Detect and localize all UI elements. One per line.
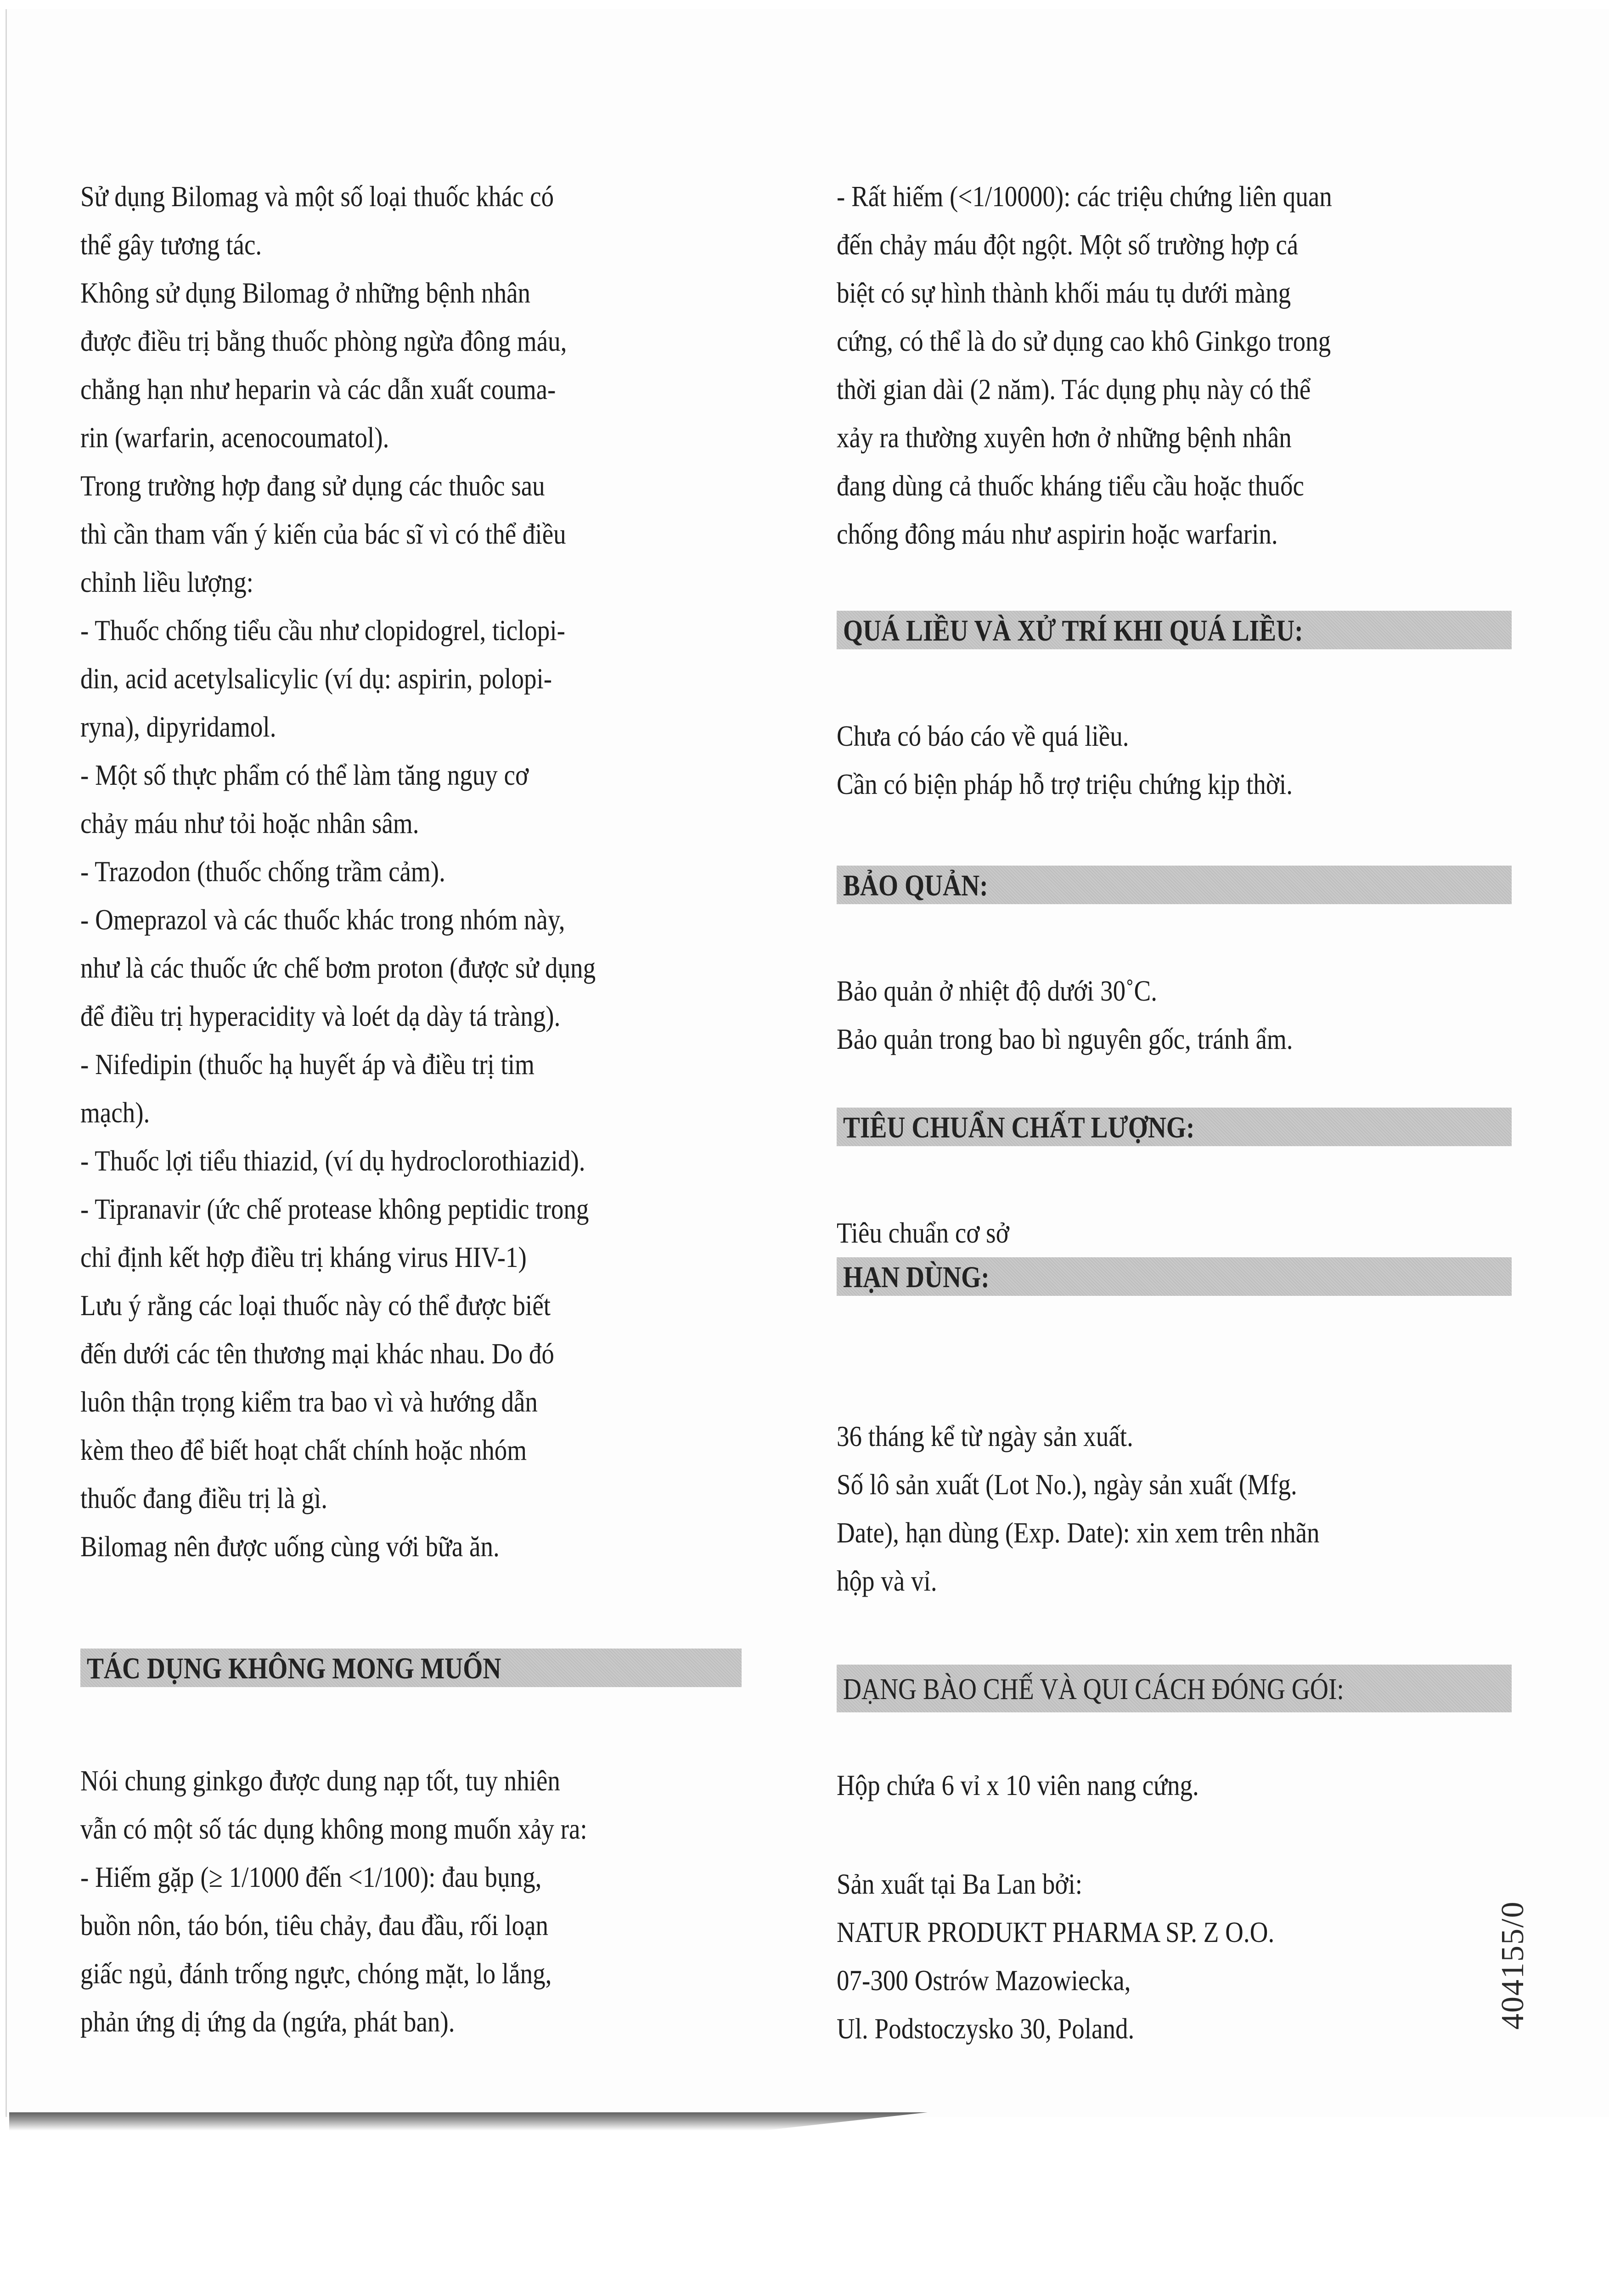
text-line: vẫn có một số tác dụng không mong muốn xảy ra: xyxy=(80,1812,587,1845)
text-line: rin (warfarin, acenocoumatol). xyxy=(80,421,389,454)
text-line: ryna), dipyridamol. xyxy=(80,710,276,743)
text-line: - Thuốc chống tiểu cầu như clopidogrel, ticlopi- xyxy=(80,614,565,647)
section-heading-band xyxy=(837,1665,1512,1712)
text-line: Cần có biện pháp hỗ trợ triệu chứng kịp thời. xyxy=(837,768,1293,800)
text-line: như là các thuốc ức chế bơm proton (được sử dụng xyxy=(80,951,596,984)
text-line: cứng, có thể là do sử dụng cao khô Ginkgo trong xyxy=(837,325,1331,357)
text-line: Số lô sản xuất (Lot No.), ngày sản xuất (Mfg. xyxy=(837,1468,1297,1501)
text-line: thuốc đang điều trị là gì. xyxy=(80,1482,328,1514)
text-line: - Nifedipin (thuốc hạ huyết áp và điều trị tim xyxy=(80,1048,534,1080)
section-heading-band xyxy=(80,1649,742,1687)
text-line: kèm theo để biết hoạt chất chính hoặc nhóm xyxy=(80,1434,527,1466)
text-line: Date), hạn dùng (Exp. Date): xin xem trên nhãn xyxy=(837,1516,1320,1549)
manufacturer-name: NATUR PRODUKT PHARMA SP. Z O.O. xyxy=(837,1916,1275,1948)
text-line: - Rất hiếm (<1/10000): các triệu chứng liên quan xyxy=(837,180,1332,213)
text-line: Lưu ý rằng các loại thuốc này có thể được biết xyxy=(80,1289,551,1322)
text-line: Chưa có báo cáo về quá liều. xyxy=(837,720,1129,752)
text-line: Sử dụng Bilomag và một số loại thuốc khác có xyxy=(80,180,554,213)
text-line: - Omeprazol và các thuốc khác trong nhóm này, xyxy=(80,903,565,936)
section-heading-band xyxy=(837,1108,1512,1146)
text-line: mạch). xyxy=(80,1096,150,1129)
text-line: Không sử dụng Bilomag ở những bệnh nhân xyxy=(80,276,531,309)
section-heading-packaging: DẠNG BÀO CHẾ VÀ QUI CÁCH ĐÓNG GÓI: xyxy=(843,1672,1344,1706)
text-line: Nói chung ginkgo được dung nạp tốt, tuy nhiên xyxy=(80,1764,560,1797)
text-line: đến chảy máu đột ngột. Một số trường hợp cá xyxy=(837,228,1299,261)
section-heading-side-effects: TÁC DỤNG KHÔNG MONG MUỐN xyxy=(87,1652,501,1685)
text-line: - Thuốc lợi tiểu thiazid, (ví dụ hydroclorothiazid). xyxy=(80,1144,585,1177)
manufacturer-address: Ul. Podstoczysko 30, Poland. xyxy=(837,2012,1135,2045)
text-line: thì cần tham vấn ý kiến của bác sĩ vì có thể điều xyxy=(80,518,566,550)
section-heading-band xyxy=(837,866,1512,904)
section-heading-overdose: QUÁ LIỀU VÀ XỬ TRÍ KHI QUÁ LIỀU: xyxy=(843,614,1303,647)
text-line: luôn thận trọng kiểm tra bao vì và hướng dẫn xyxy=(80,1385,538,1418)
document-code: 404155/0 xyxy=(1495,1901,1530,2030)
text-line: đang dùng cả thuốc kháng tiểu cầu hoặc thuốc xyxy=(837,469,1304,502)
section-heading-storage: BẢO QUẢN: xyxy=(843,869,988,902)
text-line: được điều trị bằng thuốc phòng ngừa đông máu, xyxy=(80,325,567,357)
text-line: thể gây tương tác. xyxy=(80,228,262,261)
section-heading-shelf-life: HẠN DÙNG: xyxy=(843,1261,990,1294)
text-line: Trong trường hợp đang sử dụng các thuôc sau xyxy=(80,469,545,502)
text-line: Hộp chứa 6 vỉ x 10 viên nang cứng. xyxy=(837,1769,1199,1801)
text-line: phản ứng dị ứng da (ngứa, phát ban). xyxy=(80,2005,455,2038)
section-heading-band xyxy=(837,1257,1512,1296)
text-line: chẳng hạn như heparin và các dẫn xuất couma- xyxy=(80,373,556,405)
text-line: - Trazodon (thuốc chống trầm cảm). xyxy=(80,855,445,888)
text-line: hộp và vỉ. xyxy=(837,1564,937,1597)
text-line: din, acid acetylsalicylic (ví dụ: aspirin, polopi- xyxy=(80,662,552,695)
text-line: thời gian dài (2 năm). Tác dụng phụ này có thể xyxy=(837,373,1311,405)
section-heading-quality: TIÊU CHUẨN CHẤT LƯỢNG: xyxy=(843,1111,1195,1144)
page-edge-shadow xyxy=(9,2112,928,2131)
text-line: xảy ra thường xuyên hơn ở những bệnh nhân xyxy=(837,421,1292,454)
text-line: chỉ định kết hợp điều trị kháng virus HIV-1) xyxy=(80,1241,527,1273)
manufacturer-line: Sản xuất tại Ba Lan bởi: xyxy=(837,1868,1083,1900)
text-line: chống đông máu như aspirin hoặc warfarin. xyxy=(837,518,1278,550)
text-line: Bảo quản ở nhiệt độ dưới 30˚C. xyxy=(837,974,1157,1007)
text-line: - Một số thực phẩm có thể làm tăng nguy cơ xyxy=(80,759,529,791)
text-line: chỉnh liều lượng: xyxy=(80,566,253,598)
manufacturer-address: 07-300 Ostrów Mazowiecka, xyxy=(837,1964,1131,1997)
text-line: đến dưới các tên thương mại khác nhau. Do đó xyxy=(80,1337,554,1370)
text-line: để điều trị hyperacidity và loét dạ dày tá tràng). xyxy=(80,1000,561,1032)
text-line: - Tipranavir (ức chế protease không peptidic trong xyxy=(80,1193,589,1225)
text-line: Bảo quản trong bao bì nguyên gốc, tránh ẩm. xyxy=(837,1023,1293,1055)
text-line: giấc ngủ, đánh trống ngực, chóng mặt, lo lắng, xyxy=(80,1957,552,1990)
text-line: biệt có sự hình thành khối máu tụ dưới màng xyxy=(837,276,1291,309)
text-line: - Hiếm gặp (≥ 1/1000 đến <1/100): đau bụng, xyxy=(80,1861,542,1893)
text-line: Bilomag nên được uống cùng với bữa ăn. xyxy=(80,1530,500,1563)
section-heading-band xyxy=(837,611,1512,649)
text-line: buồn nôn, táo bón, tiêu chảy, đau đầu, rối loạn xyxy=(80,1909,549,1941)
text-line: 36 tháng kể từ ngày sản xuất. xyxy=(837,1420,1133,1452)
text-line: Tiêu chuẩn cơ sở xyxy=(837,1216,1009,1249)
text-line: chảy máu như tỏi hoặc nhân sâm. xyxy=(80,807,419,839)
